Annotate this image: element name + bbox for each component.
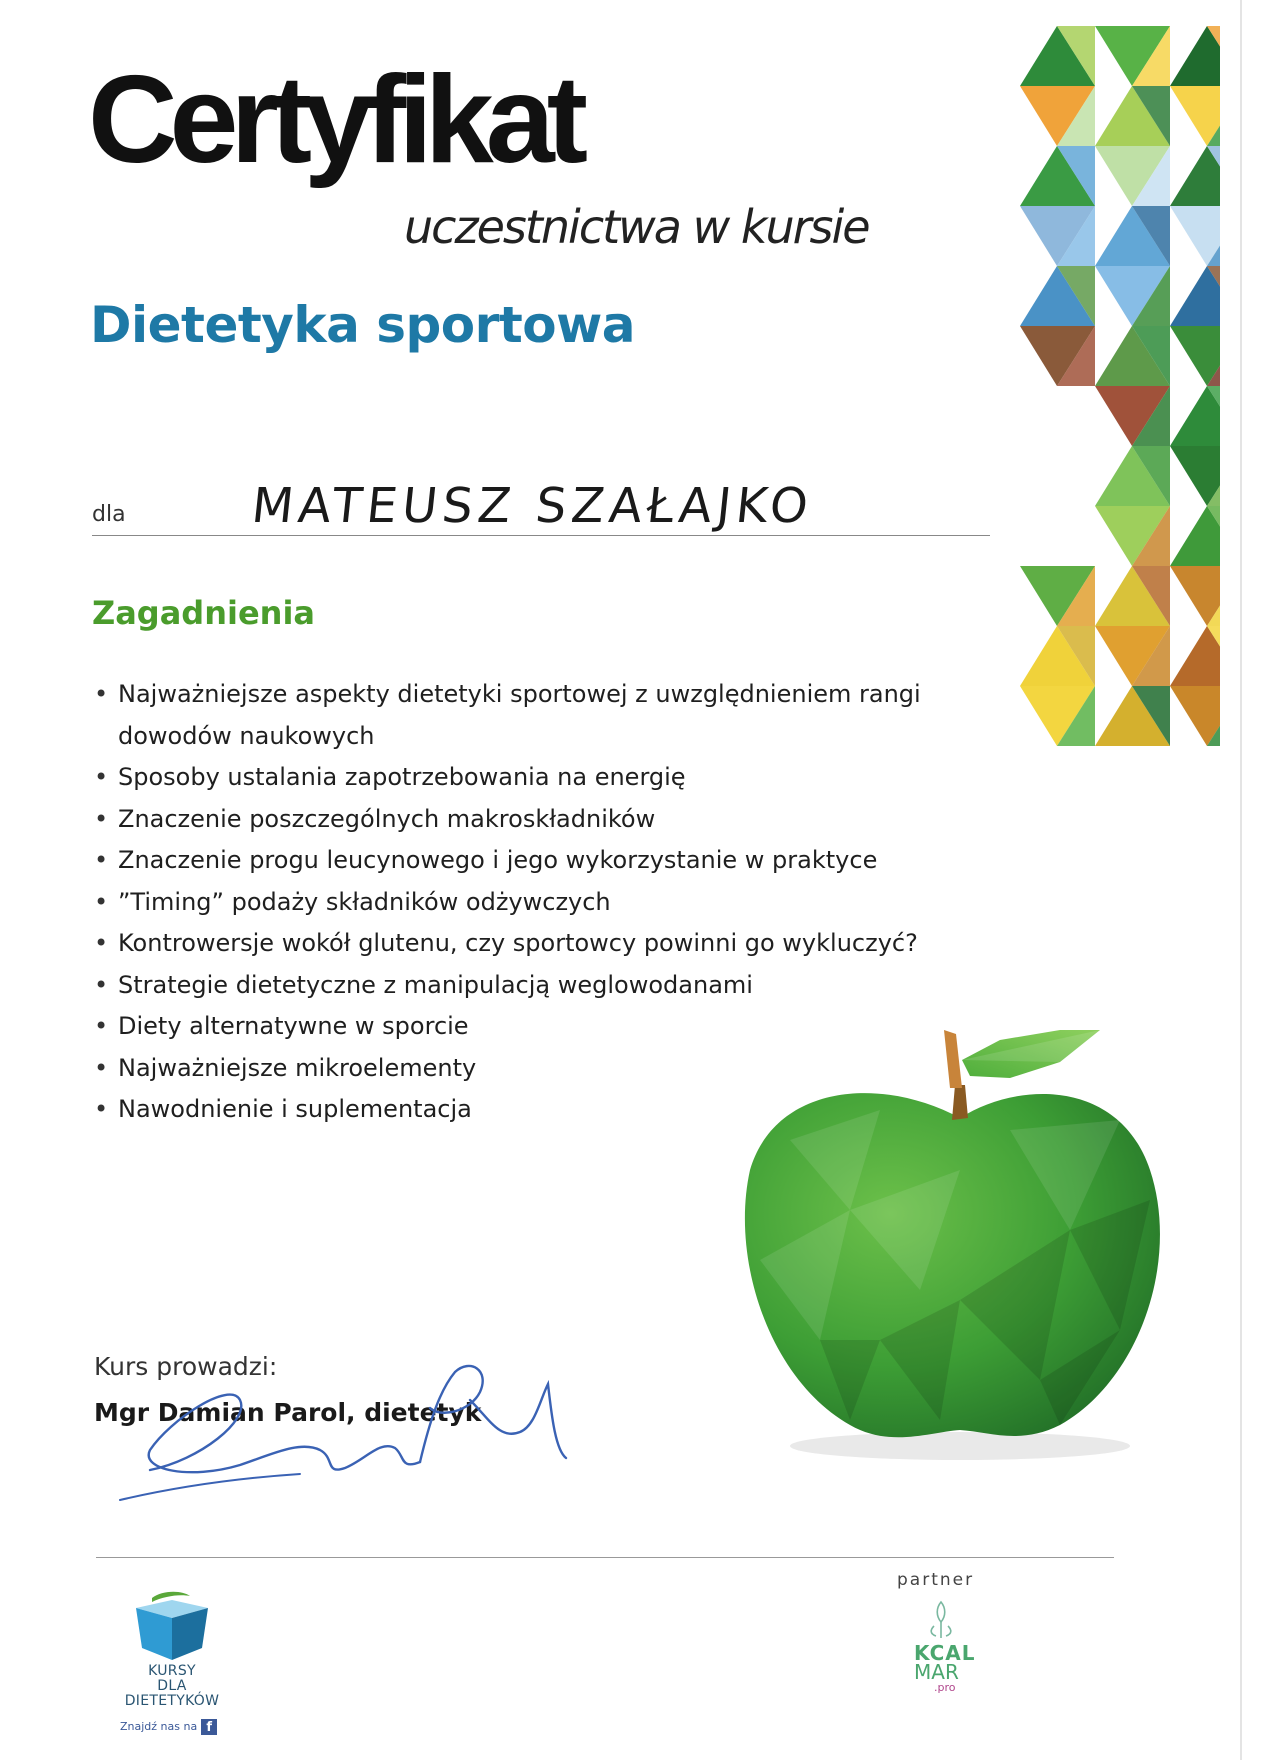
kcalmar-logo (906, 1598, 976, 1703)
course-name: Dietetyka sportowa (90, 296, 636, 354)
decorative-triangle (1170, 86, 1220, 146)
topic-item: dowodów naukowych (118, 721, 375, 750)
wheat-icon (906, 1598, 976, 1642)
topic-item: • Znaczenie poszczególnych makroskładników (94, 799, 1014, 841)
decorative-triangle (1170, 326, 1220, 386)
instructor-name: Mgr Damian Parol, dietetyk (94, 1398, 482, 1427)
facebook-link[interactable] (120, 1719, 217, 1735)
topic-item: • Najważniejsze mikroelementy (94, 1048, 1014, 1090)
partner-label: partner (897, 1570, 975, 1590)
topic-item: • Diety alternatywne w sporcie (94, 1006, 1014, 1048)
decorative-triangle (1170, 146, 1220, 206)
decorative-triangle (1170, 566, 1220, 626)
decorative-triangle (1170, 626, 1220, 686)
topic-item: • ”Timing” podaży składników odżywczych (94, 882, 1014, 924)
brand-line: DLA (157, 1678, 187, 1694)
apple-icon (736, 1012, 1176, 1472)
mar-text: MAR (914, 1660, 959, 1684)
facebook-text: Znajdź nas na (120, 1720, 198, 1733)
brand-line: DIETETYKÓW (124, 1693, 220, 1709)
pro-text: .pro (934, 1681, 956, 1694)
cube-logo-icon (112, 1586, 232, 1666)
topic-item: • Nawodnienie i suplementacja (94, 1089, 1014, 1131)
instructor-label: Kurs prowadzi: (94, 1352, 278, 1381)
brand-name (112, 1664, 232, 1709)
certificate-title: Certyfikat (88, 51, 580, 189)
decorative-triangle (1170, 506, 1220, 566)
decorative-triangle (1170, 386, 1220, 446)
topic-item: • Strategie dietetyczne z manipulacją weglowodanami (94, 965, 1014, 1007)
decorative-triangle (1170, 446, 1220, 506)
handwritten-signature (100, 1350, 580, 1510)
decorative-triangle (1170, 266, 1220, 326)
triangle-pattern-decoration (1020, 26, 1220, 946)
scan-edge (1240, 0, 1242, 1760)
topic-item: • Najważniejsze aspekty dietetyki sportowej z uwzględnieniem rangi (94, 674, 1014, 716)
recipient-label: dla (92, 502, 126, 527)
decorative-triangle (1170, 686, 1220, 746)
recipient-name: MATEUSZ SZAŁAJKO (249, 478, 816, 534)
topics-heading: Zagadnienia (92, 594, 315, 632)
topic-item: • Kontrowersje wokół glutenu, czy sportowcy powinni go wykluczyć? (94, 923, 1014, 965)
topic-item: • Sposoby ustalania zapotrzebowania na energię (94, 757, 1014, 799)
facebook-icon[interactable]: f (201, 1719, 217, 1735)
kcal-text: KCAL (914, 1641, 976, 1665)
brand-line: KURSY (148, 1663, 196, 1679)
footer-divider (96, 1557, 1114, 1558)
recipient-underline (92, 535, 990, 536)
kursy-dla-dietetykow-logo (112, 1586, 232, 1746)
decorative-triangle (1170, 206, 1220, 266)
decorative-triangle (1170, 26, 1220, 86)
topic-item: • Znaczenie progu leucynowego i jego wykorzystanie w praktyce (94, 840, 1014, 882)
certificate-subtitle: uczestnictwa w kursie (404, 200, 869, 254)
